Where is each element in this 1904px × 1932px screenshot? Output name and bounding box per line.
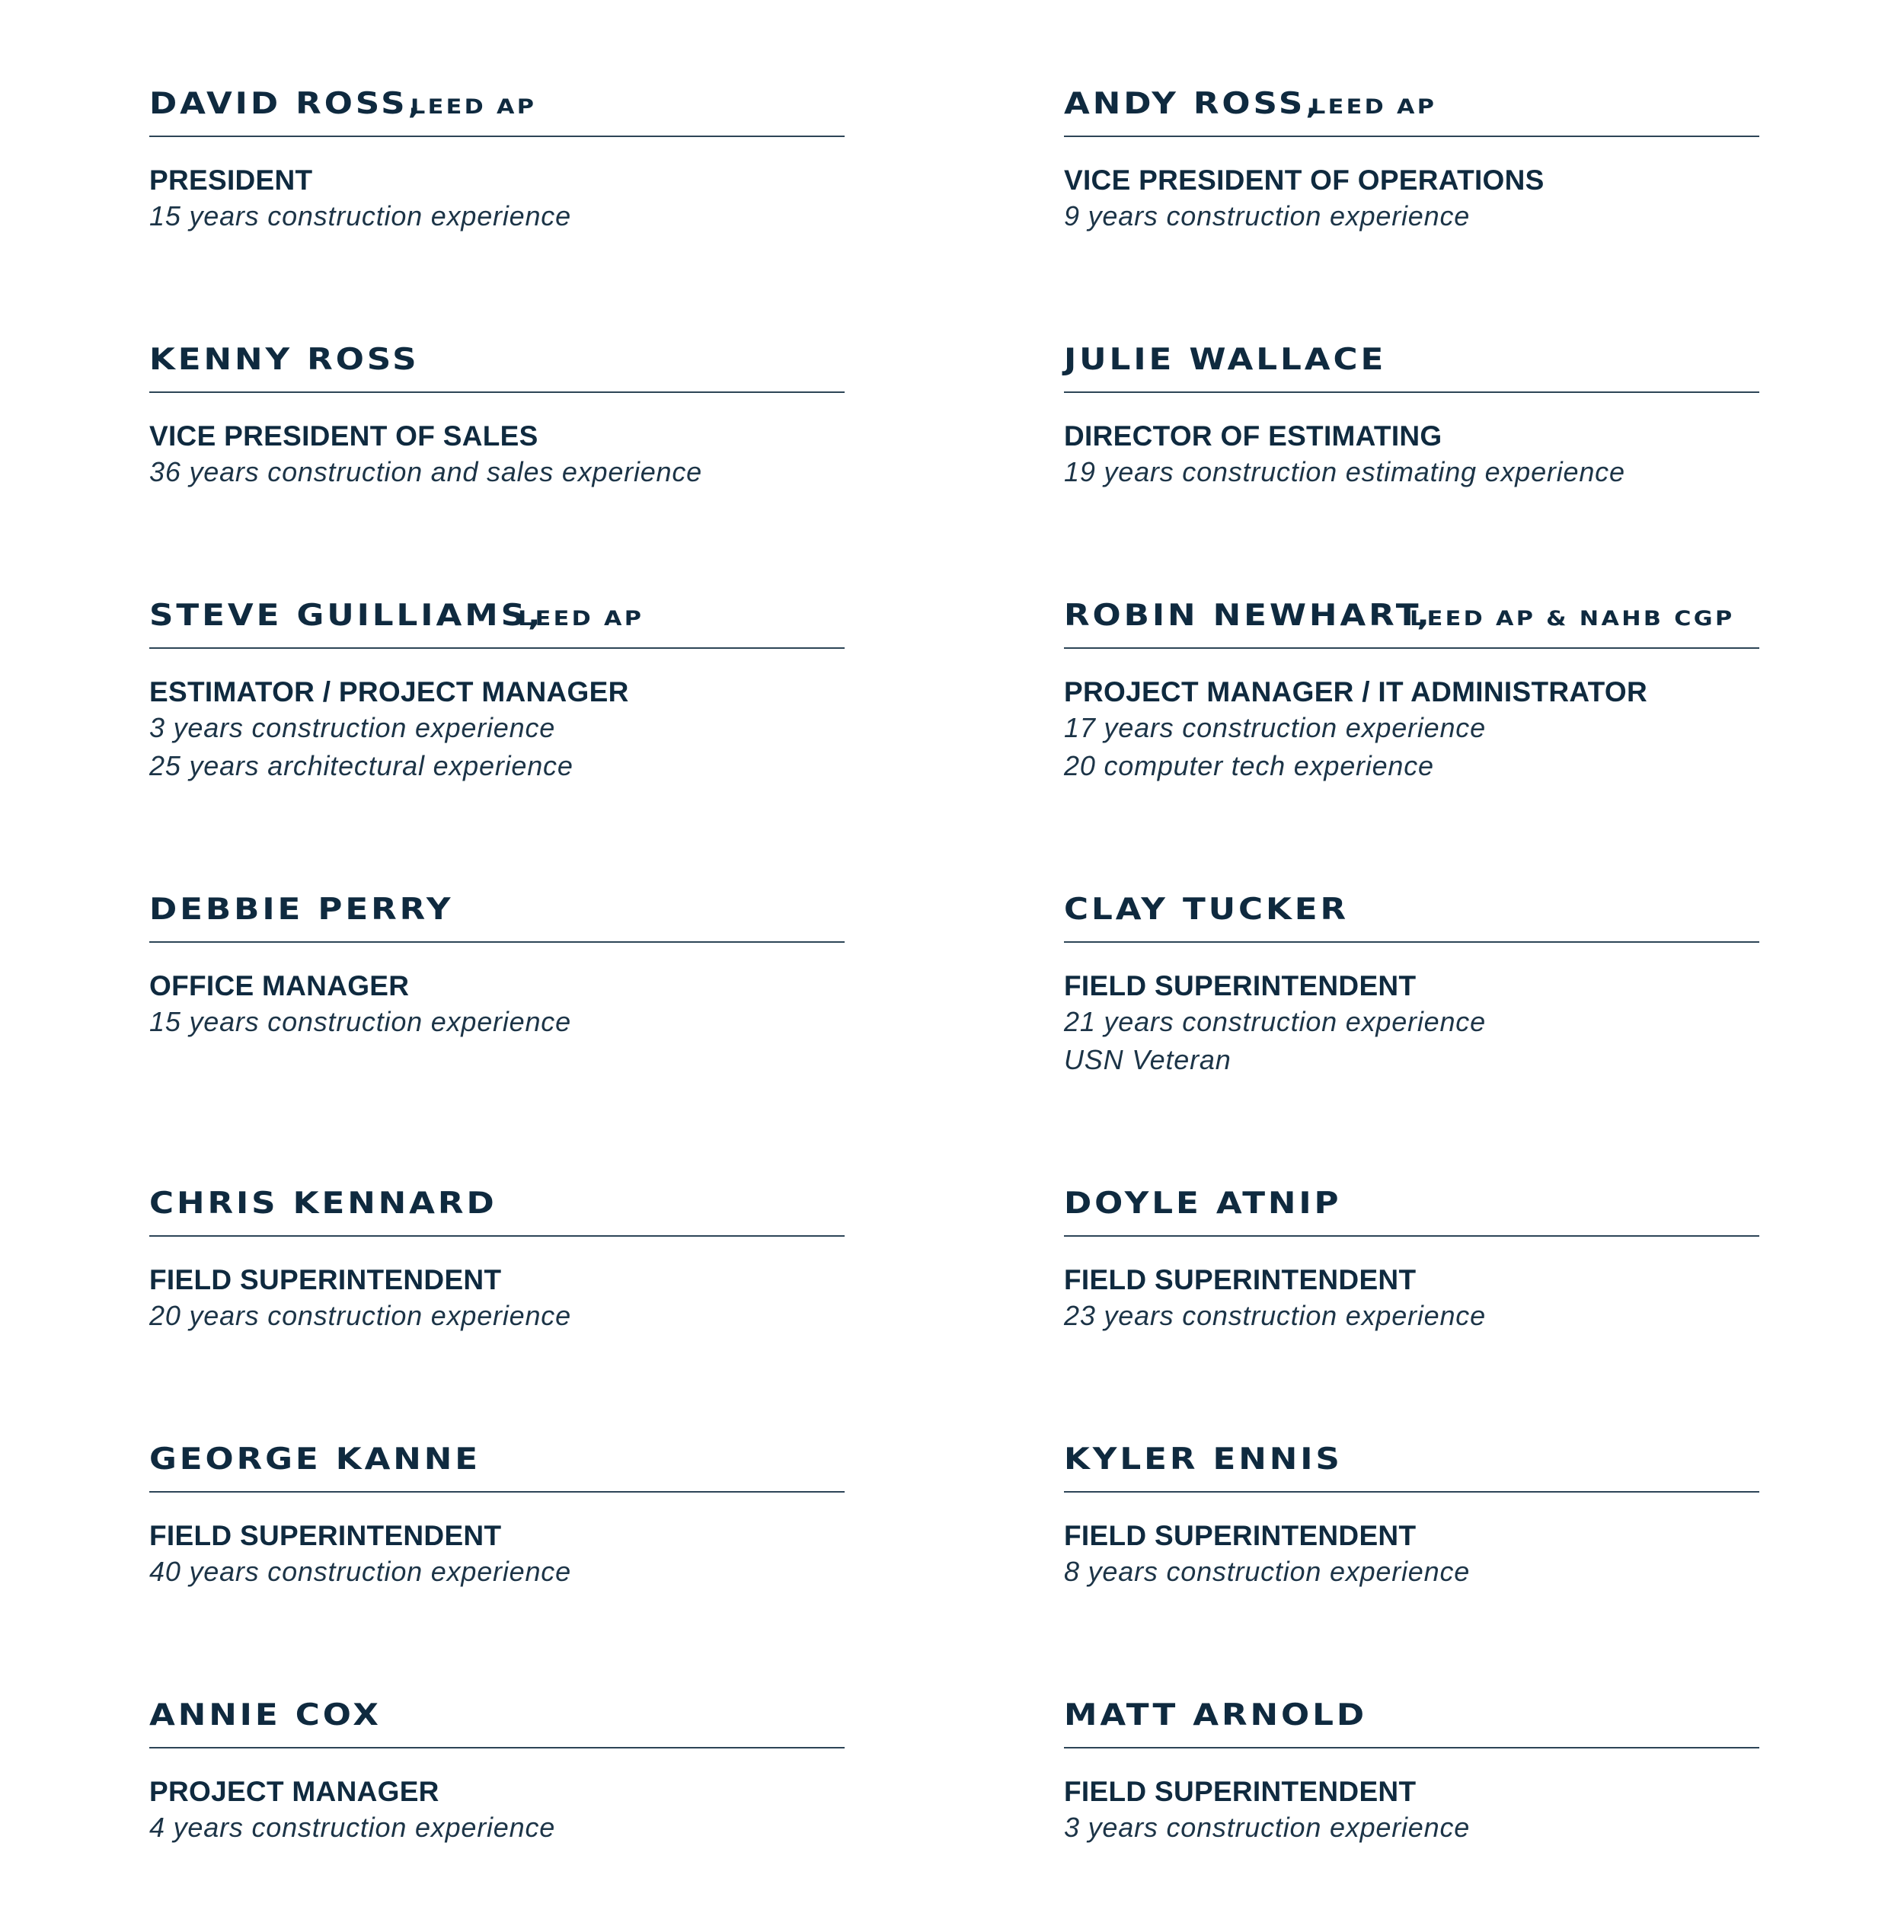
staff-experience: 21 years construction experience xyxy=(1064,1006,1486,1037)
staff-name-row xyxy=(1064,1429,1759,1477)
staff-name-row xyxy=(149,879,845,927)
staff-card-matt-arnold xyxy=(1064,1685,1759,1847)
staff-name: DAVID ROSS, xyxy=(149,87,424,121)
divider-line xyxy=(1064,941,1759,943)
staff-experience: 8 years construction experience xyxy=(1064,1556,1471,1587)
staff-title: DIRECTOR OF ESTIMATING xyxy=(1064,420,1442,452)
staff-name-row xyxy=(149,329,845,375)
staff-card-david-ross xyxy=(149,73,845,235)
divider-line xyxy=(149,1491,845,1493)
staff-card-doyle-atnip xyxy=(1064,1173,1759,1335)
staff-name: STEVE GUILLIAMS, xyxy=(149,599,544,633)
staff-card-annie-cox xyxy=(149,1685,845,1847)
staff-name-row xyxy=(1064,73,1759,119)
staff-title: PRESIDENT xyxy=(149,164,313,196)
staff-card-julie-wallace xyxy=(1064,329,1759,491)
staff-experience: 40 years construction experience xyxy=(149,1556,571,1587)
divider-line xyxy=(1064,647,1759,649)
staff-name-row xyxy=(1064,585,1759,631)
staff-experience: 4 years construction experience xyxy=(149,1812,556,1843)
staff-title: FIELD SUPERINTENDENT xyxy=(149,1264,502,1295)
staff-name-row xyxy=(149,1173,845,1221)
staff-credentials: LEED AP xyxy=(518,607,644,631)
staff-experience: 19 years construction estimating experience xyxy=(1064,456,1625,487)
divider-line xyxy=(1064,1491,1759,1493)
staff-name-row xyxy=(149,585,845,631)
staff-card-kenny-ross xyxy=(149,329,845,491)
staff-name: MATT ARNOLD xyxy=(1064,1698,1368,1732)
divider-line xyxy=(1064,391,1759,393)
staff-name: CLAY TUCKER xyxy=(1064,893,1350,927)
staff-title: PROJECT MANAGER / IT ADMINISTRATOR xyxy=(1064,676,1647,707)
divider-line xyxy=(1064,1235,1759,1237)
staff-name: KYLER ENNIS xyxy=(1064,1442,1343,1477)
staff-name: ANDY ROSS, xyxy=(1064,87,1321,121)
staff-experience: 15 years construction experience xyxy=(149,200,571,232)
staff-experience: 36 years construction and sales experience xyxy=(149,456,703,487)
divider-line xyxy=(1064,136,1759,137)
divider-line xyxy=(1064,1747,1759,1748)
staff-card-george-kanne xyxy=(149,1429,845,1591)
staff-experience: 17 years construction experience xyxy=(1064,712,1486,743)
staff-experience: 20 years construction experience xyxy=(149,1300,571,1331)
staff-title: PROJECT MANAGER xyxy=(149,1776,439,1807)
staff-name: DOYLE ATNIP xyxy=(1064,1186,1342,1221)
staff-credentials: LEED AP xyxy=(411,95,537,119)
staff-experience: 15 years construction experience xyxy=(149,1006,571,1037)
staff-card-clay-tucker xyxy=(1064,879,1759,1079)
staff-card-steve-guilliams xyxy=(149,585,845,785)
staff-title: FIELD SUPERINTENDENT xyxy=(1064,1264,1417,1295)
staff-title: ESTIMATOR / PROJECT MANAGER xyxy=(149,676,629,707)
staff-experience: 3 years construction experience xyxy=(149,712,556,743)
staff-experience: 20 computer tech experience xyxy=(1064,750,1434,781)
staff-card-robin-newhart xyxy=(1064,585,1759,785)
staff-title: FIELD SUPERINTENDENT xyxy=(1064,1520,1417,1551)
staff-experience: 23 years construction experience xyxy=(1064,1300,1486,1331)
staff-name-row xyxy=(149,73,845,119)
staff-card-kyler-ennis xyxy=(1064,1429,1759,1591)
staff-title: VICE PRESIDENT OF SALES xyxy=(149,420,538,452)
divider-line xyxy=(149,1235,845,1237)
staff-card-debbie-perry xyxy=(149,879,845,1041)
staff-name: ANNIE COX xyxy=(149,1698,382,1732)
staff-card-andy-ross xyxy=(1064,73,1759,235)
divider-line xyxy=(149,1747,845,1748)
staff-name-row xyxy=(1064,1685,1759,1730)
staff-name: CHRIS KENNARD xyxy=(149,1186,497,1221)
staff-experience: 25 years architectural experience xyxy=(149,750,573,781)
staff-title: OFFICE MANAGER xyxy=(149,970,410,1001)
divider-line xyxy=(149,941,845,943)
divider-line xyxy=(149,391,845,393)
staff-name-row xyxy=(149,1685,845,1730)
staff-title: FIELD SUPERINTENDENT xyxy=(1064,1776,1417,1807)
staff-name: JULIE WALLACE xyxy=(1064,343,1387,377)
staff-name-row xyxy=(149,1429,845,1477)
staff-title: FIELD SUPERINTENDENT xyxy=(1064,970,1417,1001)
divider-line xyxy=(149,136,845,137)
staff-credentials: LEED AP & NAHB CGP xyxy=(1409,607,1735,631)
staff-name-row xyxy=(1064,1173,1759,1221)
staff-name: DEBBIE PERRY xyxy=(149,893,454,927)
staff-card-chris-kennard xyxy=(149,1173,845,1335)
staff-experience: 3 years construction experience xyxy=(1064,1812,1471,1843)
staff-name: ROBIN NEWHART, xyxy=(1064,599,1433,633)
staff-name-row xyxy=(1064,879,1759,927)
staff-title: FIELD SUPERINTENDENT xyxy=(149,1520,502,1551)
staff-experience: 9 years construction experience xyxy=(1064,200,1471,232)
staff-credentials: LEED AP xyxy=(1310,95,1436,119)
staff-name: KENNY ROSS xyxy=(149,343,420,377)
staff-title: VICE PRESIDENT OF OPERATIONS xyxy=(1064,164,1545,196)
staff-experience: USN Veteran xyxy=(1064,1044,1232,1075)
staff-name: GEORGE KANNE xyxy=(149,1442,481,1477)
staff-name-row xyxy=(1064,329,1759,375)
divider-line xyxy=(149,647,845,649)
